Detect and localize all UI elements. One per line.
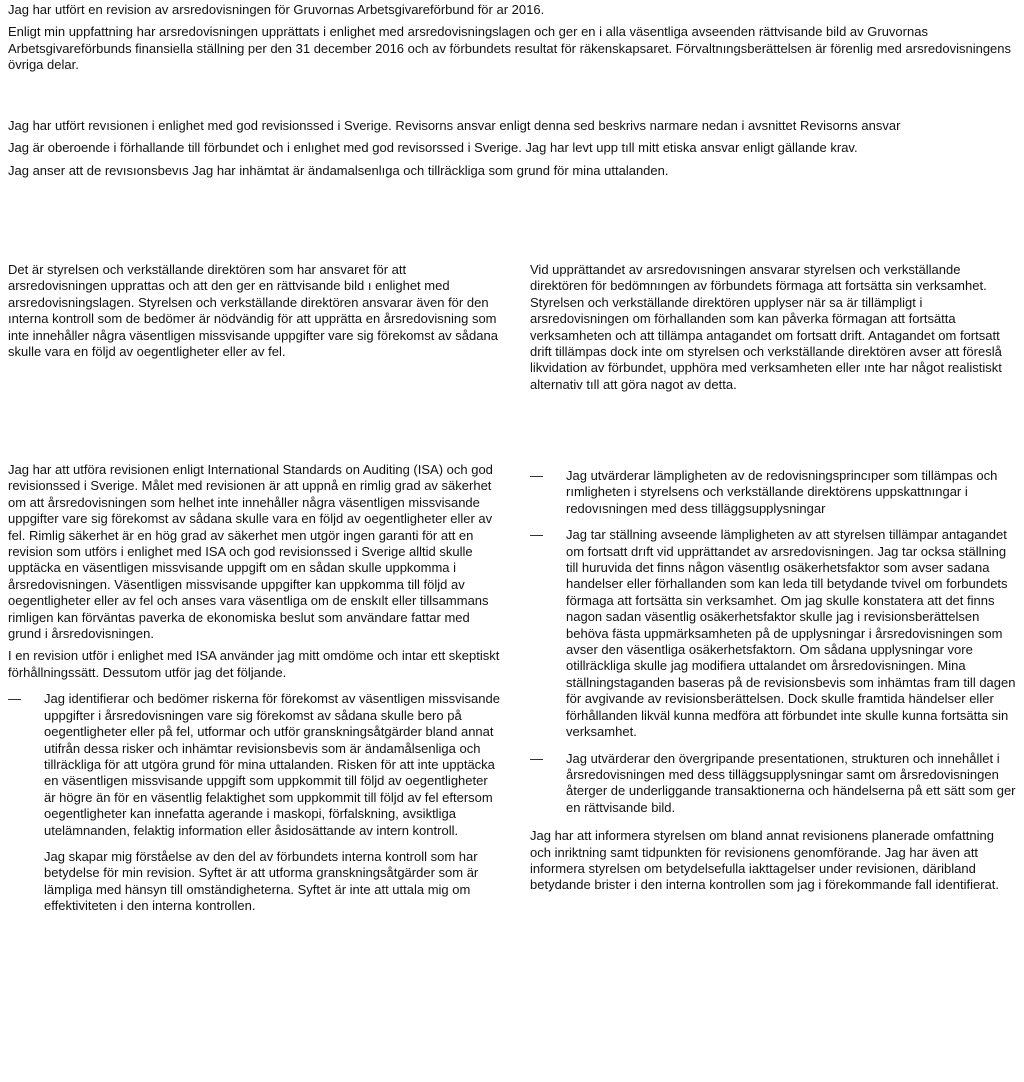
auditor-left-column: [8, 462, 500, 925]
intro-line: Jag har utfört en revision av arsredovisningen för Gruvornas Arbetsgivareförbund för ar 2016.: [8, 2, 545, 17]
dash-marker: —: [8, 691, 21, 707]
basis-paragraph-2: Jag är oberoende i förhallande till förbundet och i enlıghet med god revisorssed i Sverige. Jag har levt upp tıll mitt etiska ansvar enligt gällande krav.: [8, 140, 858, 156]
auditor-left-bullet-1: [8, 691, 500, 839]
auditor-right-closing-paragraph: Jag har att informera styrelsen om bland annat revisionens planerade omfattning och inriktning samt tidpunkten för revisionens genomförande. Jag har även att informera styrelsen om betydelsefulla iakttagelser under revisionen, däribland betydande brister i den interna kontrollen som jag i förekommande fall identifierat.: [530, 828, 999, 893]
bullet-text: Jag skapar mig förståelse av den del av förbundets interna kontroll som har betydelse för min revision. Syftet är att utforma granskningsåtgärder som är lämpliga med hänsyn till omständigheterna. Syftet är inte att uttala mig om effektiviteten i den interna kontrollen.: [44, 848, 479, 914]
auditor-right-bullet-3: [530, 751, 1018, 817]
basis-paragraph-3: Jag anser att de revısıonsbevıs Jag har inhämtat är ändamalsenlıga och tillräckliga som grund för mina uttalanden.: [8, 162, 669, 178]
auditor-right-bullet-1: [530, 468, 1018, 517]
auditor-left-bullet-2: [8, 849, 500, 915]
responsibility-left-column: [8, 262, 500, 365]
basis-section: [8, 118, 1018, 184]
auditor-right-column: [530, 468, 1018, 899]
opinion-section: [8, 2, 1018, 79]
dash-marker: —: [530, 750, 543, 766]
responsibility-left-paragraph: Det är styrelsen och verkställande direktören som har ansvaret för att arsredovisningen upprattas och att den ger en rättvisande bild ı enlighet med arsredovisningslagen. Styrelsen och verkställande direktören ansvarar även för den ınterna kontroll som de bedömer är nödvändig för att upprätta en årsredovisning som inte innehåller några väsentligen missvisande uppgifter vare sig förekomst av sådana skulle vara en följd av oegentligheter eller av fel.: [8, 262, 498, 360]
basis-paragraph-1: Jag har utfört revısionen i enlighet med god revisionssed i Sverige. Revisorns ansvar enligt denna sed beskrivs narmare nedan i avsnittet Revisorns ansvar: [8, 118, 901, 133]
dash-marker: —: [530, 468, 543, 483]
bullet-text: Jag tar ställning avseende lämpligheten av att styrelsen tillämpar antagandet om fortsatt drıft vid upprättandet av arsredovisningen. Jag tar ocksa ställning till huruvida det finns någon väsentlıg osäkerhetsfaktor som avser sadana handelser eller förhallanden som kan leda till betydande tvivel om forbundets förmaga att fortsätta sin verksamhet. Om jag skulle konstatera att det finns nagon sadan väsentlig osäkerhetsfaktor skulle jag i revisionsberättelsen behöva fästa uppmärksamheten på de upplysningar i årsredovisningen som avser den väsentliga osäkerhetsfaktorn. Om sådana upplysningar vore otillräckliga skulle jag modifiera uttalandet om årsredovisningen. Mina ställningstaganden baseras på de revisionsbevis som inhämtas fram till dagen för avgivande av revisionsberättelsen. Dock skulle framtida händelser eller förhållanden likväl kunna medföra att förbundet inte skulle kunna fortsätta sin verksamhet.: [566, 527, 1016, 740]
responsibility-right-paragraph: Vid upprättandet av arsredovısningen ansvarar styrelsen och verkställande direktören för bedömnıngen av förbundets förmaga att fortsätta sin verksamhet. Styrelsen och verkställande direktören upplyser när sa är tillämpligt i arsredovisningen om förhallanden som kan påverka förmagan att fortsätta verksamheten och att tillämpa antagandet om fortsatt drift. Antagandet om fortsatt drift tillämpas dock inte om styrelsen och verkställande direktören avser att föreslå likvidation av förbundet, upphöra med verksamheten eller ınte har något realistiskt alternativ tıll att göra nagot av detta.: [530, 262, 1002, 392]
bullet-text: Jag utvärderar den övergripande presentationen, strukturen och innehållet i årsredovisningen med dess tilläggsupplysningar samt om årsredovisningen återger de underliggande transaktionerna och händelserna på ett sätt som ger en rättvisande bild.: [566, 750, 1016, 815]
auditor-left-paragraph-2: I en revision utför i enlighet med ISA använder jag mitt omdöme och intar ett skeptiskt förhållningssätt. Dessutom utför jag det följande.: [8, 648, 500, 680]
responsibility-right-column: [530, 262, 1018, 398]
bullet-text: Jag identifierar och bedömer riskerna för förekomst av väsentligen missvisande uppgifter i årsredovisningen vare sig förekomst av sådana skulle bero på oegentligheter eller på fel, utformar och utför granskningsåtgärder bland annat utifrån dessa risker och inhämtar revisionsbevis som är ändamålsenliga och tillräckliga för att utgöra grund för mina uttalanden. Risken för att inte upptäcka en väsentligen missvisande uppgift som uppkommit till följd av oegentligheter är högre än för en väsentlig felaktighet som uppkommit till följd av fel eftersom oegentligheter kan innefatta agerande i maskopi, förfalskning, avsiktliga utelämnanden, felaktig information eller åsidosättande av intern kontroll.: [44, 691, 500, 838]
auditor-right-bullet-2: [530, 527, 1018, 740]
dash-marker: —: [530, 527, 543, 543]
auditor-left-paragraph-1: Jag har att utföra revisionen enligt International Standards on Auditing (ISA) och god revisionssed i Sverige. Målet med revisionen är att uppnå en rimlig grad av säkerhet om att årsredovisningen som helhet inte innehåller några väsentligen missvisande uppgifter vare sig förekomst av sådana skulle vara en följd av oegentligheter eller av fel. Rimlig säkerhet är en hög grad av säkerhet men utgör ingen garanti för att en revision som utförs i enlighet med ISA och god revisionssed i Sverige alltid skulle upptäcka en väsentligen missvisande uppgift om en sådan skulle uppkomma i årsredovisningen. Väsentligen missvisande uppgifter kan uppkomma till följd av oegentligheter eller av fel och anses vara väsentliga om de enskılt eller tillsammans rimligen kan förväntas paverka de ekonomiska beslut som användare fattar med grund i årsredovisningen.: [8, 462, 493, 642]
bullet-text: Jag utvärderar lämpligheten av de redovisningsprincıper som tillämpas och rımligheten i styrelsens och verkställande direktörens uppskattnıngar i redovısningen med dess tilläggsupplysningar: [566, 468, 998, 516]
opinion-paragraph: Enligt min uppfattning har arsredovisningen upprättats i enlighet med arsredovisningslagen och ger en i alla väsentliga avseenden rättvisande bild av Gruvornas Arbetsgivareförbunds finansiella ställning per den 31 december 2016 och av förbundets resultat för räkenskapsaret. Förvaltnıngsberättelsen är förenlig med arsredovisningens övriga delar.: [8, 24, 1012, 73]
